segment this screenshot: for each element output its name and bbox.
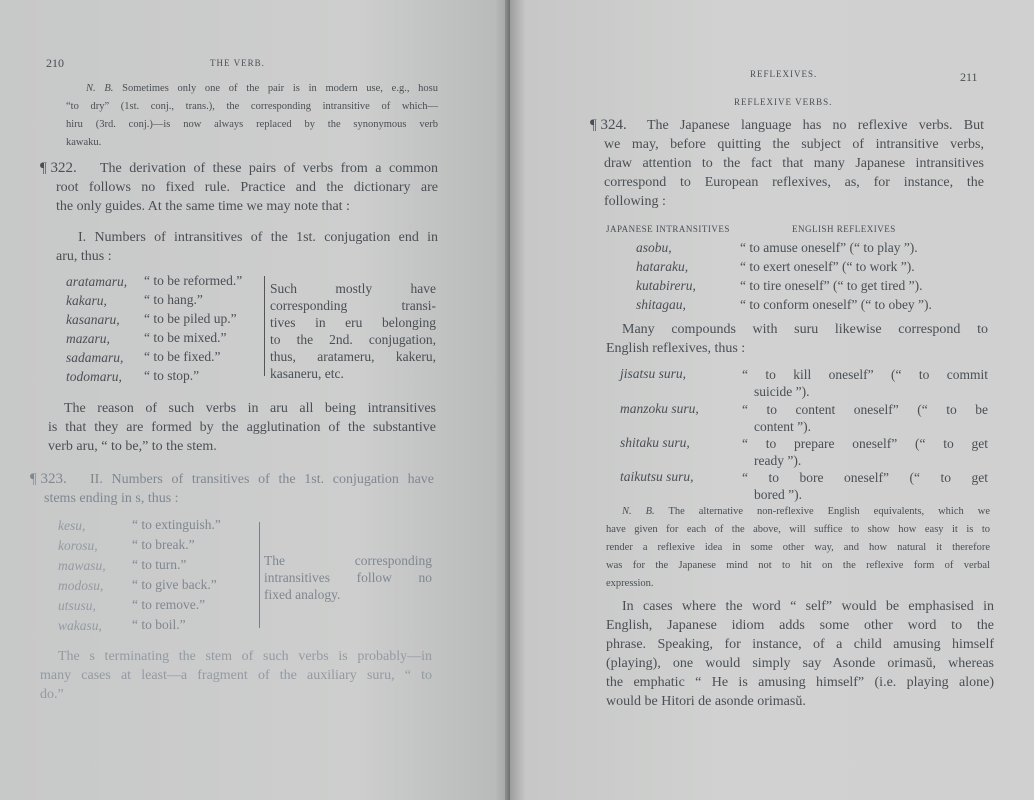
list-word: modosu, (58, 578, 104, 593)
compounds-paragraph-cont (606, 339, 745, 358)
text-line: The Japanese language has no reflexive verbs. But (647, 118, 984, 133)
text-line: the only guides. At the same time we may note that : (56, 199, 350, 214)
text-line: is that they are formed by the agglutination of the substantive (48, 420, 436, 435)
list-gloss: “ to be reformed.” (144, 273, 243, 288)
list-word: aratamaru, (66, 274, 128, 289)
running-head: THE VERB. (210, 58, 265, 68)
list-gloss: “ to be piled up.” (144, 311, 237, 326)
compound-word: manzoku suru, (620, 401, 699, 416)
list-gloss: “ to boil.” (132, 617, 186, 632)
nb-label: N. B. (622, 506, 655, 517)
list-word: todomaru, (66, 369, 122, 384)
table-header-left: JAPANESE INTRANSITIVES (606, 224, 730, 234)
final-paragraph-cont (40, 666, 432, 704)
list-word: kakaru, (66, 293, 107, 308)
text-line: In cases where the word “ self” would be emphasised in (622, 599, 994, 614)
table-word: shitagau, (636, 297, 686, 312)
nb-note-line: render a reflexive idea in some other way, and how natural it therefore (606, 542, 990, 553)
list-gloss: “ to extinguish.” (132, 517, 221, 532)
text-line: aru, thus : (56, 249, 112, 264)
list-gloss: “ to hang.” (144, 292, 203, 307)
section-title: REFLEXIVE VERBS. (734, 97, 833, 107)
section-mark: ¶ 324. (590, 117, 627, 133)
list-2-note (264, 552, 432, 603)
text-line: Many compounds with suru likewise correspond to (622, 322, 988, 337)
nb-note-line: N. B. Sometimes only one of the pair is in modern use, e.g., hosu (86, 83, 439, 94)
point-1-cont (56, 247, 112, 266)
table-word: kutabireru, (636, 278, 696, 293)
final-paragraph (622, 597, 994, 616)
list-word: kasanaru, (66, 312, 120, 327)
text-line: many cases at least—a fragment of the auxiliary suru, “ to (40, 668, 432, 683)
list-gloss: “ to be fixed.” (144, 349, 221, 364)
compounds-paragraph (622, 320, 988, 339)
text-line: fixed analogy. (264, 587, 341, 602)
table-gloss: “ to amuse oneself” (“ to play ”). (740, 240, 918, 255)
text-line: “ to bore oneself” (“ to get (742, 470, 988, 485)
list-word: wakasu, (58, 618, 102, 633)
text-line: “ to prepare oneself” (“ to get (742, 436, 988, 451)
text-line: content ”). (754, 419, 811, 434)
list-gloss: “ to break.” (132, 537, 195, 552)
text-line: “ to content oneself” (“ to be (742, 402, 988, 417)
list-word: mawasu, (58, 558, 106, 573)
table-word: asobu, (636, 240, 672, 255)
text-line: would be Hitori de asonde orimasŭ. (606, 694, 806, 709)
text-line: The corresponding (264, 553, 432, 568)
text-line: corresponding transi- (270, 298, 436, 313)
text-line: (playing), one would simply say Asonde orimasŭ, whereas (606, 656, 994, 671)
text-line: I. Numbers of intransitives of the 1st. conjugation end in (78, 230, 438, 245)
final-paragraph-cont (606, 616, 994, 711)
text-line: root follows no fixed rule. Practice and the dictionary are (56, 180, 438, 195)
text-line: bored ”). (754, 487, 802, 502)
list-word: utsusu, (58, 598, 96, 613)
reason-paragraph-cont (48, 418, 436, 456)
nb-note-line: hiru (3rd. conj.)—is now always replaced by the synonymous verb (66, 119, 438, 130)
nb-note-line: kawaku. (66, 137, 102, 148)
reason-paragraph (64, 399, 436, 418)
text-line: tives in eru belonging (270, 315, 436, 330)
table-gloss: “ to tire oneself” (“ to get tired ”). (740, 278, 923, 293)
compound-gloss (742, 401, 988, 435)
page-number: 210 (46, 56, 64, 70)
right-page (510, 0, 1034, 800)
text-line: English, Japanese idiom adds some other word to the (606, 618, 994, 633)
text-line: Such mostly have (270, 281, 436, 296)
text-line: The s terminating the stem of such verbs is probably—in (58, 649, 432, 664)
table-gloss: “ to exert oneself” (“ to work ”). (740, 259, 915, 274)
list-gloss: “ to stop.” (144, 368, 200, 383)
paragraph-323 (90, 470, 434, 489)
compound-word: jisatsu suru, (620, 366, 687, 381)
text-line: the emphatic “ He is amusing himself” (i.e. playing alone) (606, 675, 994, 690)
text-line: suicide ”). (754, 384, 810, 399)
paragraph-324-cont (604, 135, 984, 211)
running-head: REFLEXIVES. (750, 69, 818, 79)
text-line: “ to kill oneself” (“ to commit (742, 367, 988, 382)
compound-gloss (742, 469, 988, 503)
page-number: 211 (960, 70, 978, 84)
point-1 (78, 228, 438, 247)
paragraph-322-cont (56, 178, 438, 216)
final-paragraph (58, 647, 432, 666)
text-line: verb aru, “ to be,” to the stem. (48, 439, 217, 454)
text-line: to the 2nd. conjugation, (270, 332, 436, 347)
list-gloss: “ to remove.” (132, 597, 206, 612)
nb-note (86, 80, 438, 98)
list-word: kesu, (58, 518, 86, 533)
list-word: korosu, (58, 538, 98, 553)
section-mark: ¶ 322. (40, 160, 77, 176)
paragraph-323-cont (44, 489, 179, 508)
list-word: sadamaru, (66, 350, 124, 365)
left-page (0, 0, 510, 800)
text-line: correspond to European reflexives, as, for instance, the (604, 175, 984, 190)
nb-note-line: “to dry” (1st. conj., trans.), the corresponding intransitive of which— (66, 101, 438, 112)
text-line: English reflexives, thus : (606, 341, 746, 356)
table-gloss: “ to conform oneself” (“ to obey ”). (740, 297, 932, 312)
table-word: hataraku, (636, 259, 689, 274)
section-mark: ¶ 323. (30, 471, 67, 487)
text-line: phrase. Speaking, for instance, of a child amusing himself (606, 637, 994, 652)
list-gloss: “ to give back.” (132, 577, 217, 592)
text-line: do.” (40, 687, 64, 702)
compound-gloss (742, 366, 988, 400)
text-line: draw attention to the fact that many Japanese intransitives (604, 156, 984, 171)
nb-note-line: was for the Japanese mind not to hit on the reflexive form of verbal (606, 560, 990, 571)
text-line: following : (604, 194, 666, 209)
compound-gloss (742, 435, 988, 469)
paragraph-322 (100, 159, 438, 178)
list-gloss: “ to be mixed.” (144, 330, 227, 345)
brace (259, 522, 260, 628)
text-line: intransitives follow no (264, 570, 432, 585)
paragraph-324 (647, 116, 984, 135)
nb-note-line: N. B. The alternative non-reflexive English equivalents, which we (622, 506, 990, 517)
list-gloss: “ to turn.” (132, 557, 187, 572)
text-line: ready ”). (754, 453, 802, 468)
text-line: The derivation of these pairs of verbs from a common (100, 161, 438, 176)
table-header-right: ENGLISH REFLEXIVES (792, 224, 896, 234)
nb-note-line: expression. (606, 578, 654, 589)
list-1-note (270, 280, 436, 382)
text-line: thus, aratameru, kakeru, (270, 349, 436, 364)
nb-note (622, 503, 990, 521)
nb-note-line: have given for each of the above, will suffice to show how easy it is to (606, 524, 990, 535)
list-word: mazaru, (66, 331, 110, 346)
compound-word: taikutsu suru, (620, 469, 694, 484)
nb-note-cont (606, 521, 990, 593)
text-line: we may, before quitting the subject of intransitive verbs, (604, 137, 984, 152)
text-line: stems ending in s, thus : (44, 491, 179, 506)
text-line: kasaneru, etc. (270, 366, 344, 381)
text-line: II. Numbers of transitives of the 1st. conjugation have (90, 472, 434, 487)
nb-label: N. B. (86, 83, 114, 94)
nb-note-cont (66, 98, 438, 152)
brace (264, 276, 265, 376)
compound-word: shitaku suru, (620, 435, 690, 450)
text-line: The reason of such verbs in aru all being intransitives (64, 401, 436, 416)
